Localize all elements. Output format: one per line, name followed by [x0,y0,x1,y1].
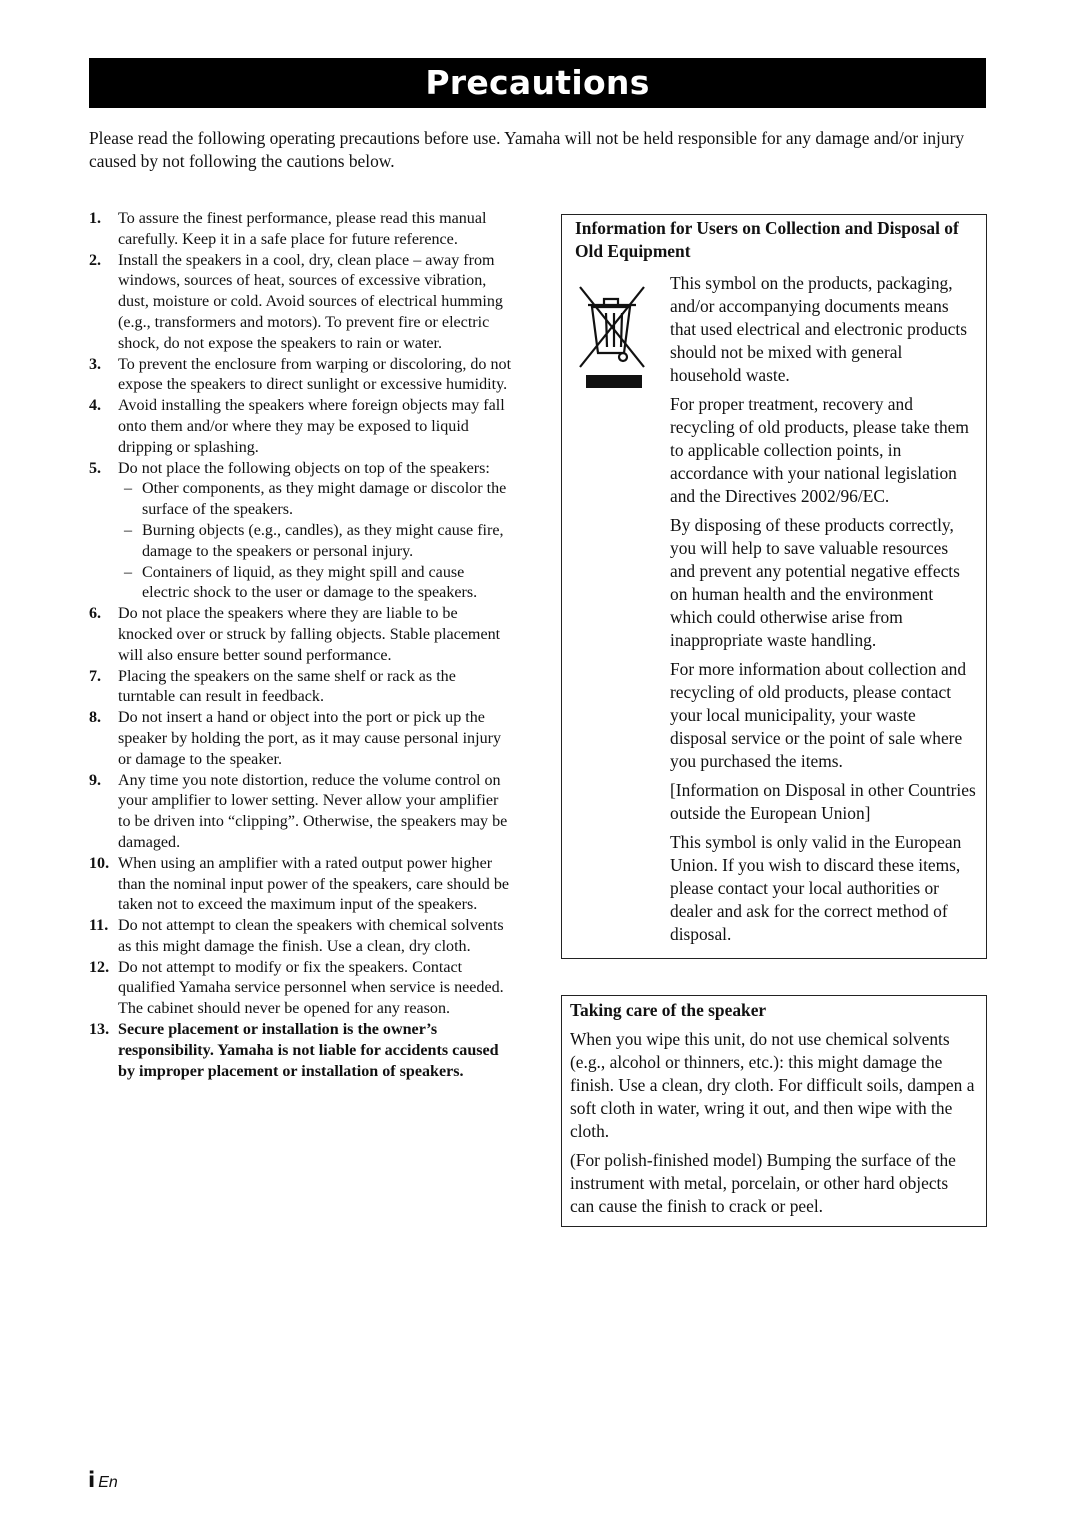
page-footer [88,1468,118,1492]
list-item [89,958,514,1020]
list-item [89,604,514,666]
list-item [89,667,514,709]
sub-item [118,479,514,521]
item-text: Placing the speakers on the same shelf or rack as the turntable can result in feedback. [118,667,456,706]
item-text: When using an amplifier with a rated output power higher than the nominal input power of the speakers, care should be taken not to exceed the maximum input of the speakers. [118,854,510,914]
item-number: 3. [89,355,102,373]
list-item [89,771,514,854]
disposal-heading: Information for Users on Collection and Disposal of Old Equipment [575,218,959,261]
list-item [89,854,514,916]
item-number: 2. [89,251,102,269]
list-item [89,355,514,397]
item-number: 7. [89,667,102,685]
disposal-paragraphs [670,272,976,946]
item-number: 13. [89,1021,110,1039]
item-text: Any time you note distortion, reduce the volume control on your amplifier to lower setting. Never allow your amplifier to be driven into “clipping”. Otherwise, the speakers may be damaged. [118,771,508,851]
item-number: 8. [89,709,102,727]
list-item [89,1020,514,1082]
list-item [89,916,514,958]
language-code: En [98,1474,118,1491]
item-number: 11. [89,917,109,935]
crossed-out-wheelie-bin-icon [576,283,648,389]
sub-item-text: Other components, as they might damage or discolor the surface of the speakers. [142,480,507,519]
sub-item [118,521,514,563]
sub-item [118,563,514,605]
sub-item-text: Burning objects (e.g., candles), as they might cause fire, damage to the speakers or personal injury. [142,521,504,560]
speaker-care-box [561,995,987,1227]
dash-marker: – [124,521,133,539]
item-number: 6. [89,605,102,623]
item-number: 1. [89,210,102,227]
item-text: Avoid installing the speakers where foreign objects may fall onto them and/or where they may be exposed to liquid dripping or splashing. [118,397,505,456]
item-number: 9. [89,771,102,789]
page-number: i [88,1468,96,1492]
disposal-paragraph: For proper treatment, recovery and recycling of old products, please take them to applicable collection points, in accordance with your national legislation and the Directives 2002/96/EC. [670,394,969,506]
item-number: 5. [89,459,102,477]
item-text: Install the speakers in a cool, dry, clean place – away from windows, sources of heat, sources of excessive vibration, dust, moisture or cold. Avoid sources of electrical humming (e.g., transformers and motors). To prevent fire or electric shock, do not expose the speakers to rain or water. [118,251,503,352]
list-item [89,251,514,355]
list-item [89,459,514,605]
item-text: Do not attempt to modify or fix the speakers. Contact qualified Yamaha service personnel when service is needed. The cabinet should never be opened for any reason. [118,958,504,1018]
item-text: Do not place the speakers where they are liable to be knocked over or struck by falling objects. Stable placement will also ensure better sound performance. [118,605,501,664]
care-heading: Taking care of the speaker [570,1000,767,1020]
dash-marker: – [124,563,133,581]
disposal-info-box [561,214,987,959]
item-text: To prevent the enclosure from warping or discoloring, do not expose the speakers to direct sunlight or excessive humidity. [118,355,512,394]
page-title: Precautions [89,58,986,108]
item-number: 10. [89,854,110,872]
item-text: Do not insert a hand or object into the port or pick up the speaker by holding the port, as it may cause personal injury or damage to the speaker. [118,709,502,768]
disposal-paragraph: This symbol is only valid in the European Union. If you wish to discard these items, please contact your local authorities or dealer and ask for the correct method of disposal. [670,832,962,944]
item-number: 4. [89,397,102,415]
care-paragraph: When you wipe this unit, do not use chemical solvents (e.g., alcohol or thinners, etc.): this might damage the finish. Use a clean, dry cloth. For difficult soils, dampen a soft cloth in water, wring it out, and then wipe with the cloth. [570,1029,975,1141]
care-paragraph: (For polish-finished model) Bumping the surface of the instrument with metal, porcelain, or other hard objects can cause the finish to crack or peel. [570,1150,956,1216]
disposal-paragraph: By disposing of these products correctly, you will help to save valuable resources and prevent any potential negative effects on human health and the environment which could otherwise arise from inappropriate waste handling. [670,515,960,650]
sub-item-text: Containers of liquid, as they might spill and cause electric shock to the user or damage to the speakers. [142,563,478,602]
list-item [89,209,514,251]
precautions-list [89,209,514,1082]
disposal-paragraph: For more information about collection and recycling of old products, please contact your local municipality, your waste disposal service or the point of sale where you purchased the items. [670,659,967,771]
item-text: To assure the finest performance, please read this manual carefully. Keep it in a safe place for future reference. [118,210,487,248]
item-text: Do not attempt to clean the speakers with chemical solvents as this might damage the finish. Use a clean, dry cloth. [118,917,504,955]
disposal-paragraph: This symbol on the products, packaging, and/or accompanying documents means that used electrical and electronic products should not be mixed with general household waste. [670,273,967,385]
list-item [89,396,514,458]
item-text: Secure placement or installation is the owner’s responsibility. Yamaha is not liable for accidents caused by improper placement or installation of speakers. [118,1021,499,1080]
list-item [89,708,514,770]
disposal-paragraph: [Information on Disposal in other Countries outside the European Union] [670,780,976,823]
intro-paragraph: Please read the following operating precautions before use. Yamaha will not be held responsible for any damage and/or injury caused by not following the cautions below. [89,128,965,171]
item-number: 12. [89,958,110,976]
item-text: Do not place the following objects on top of the speakers: [118,459,490,477]
dash-marker: – [124,480,133,498]
